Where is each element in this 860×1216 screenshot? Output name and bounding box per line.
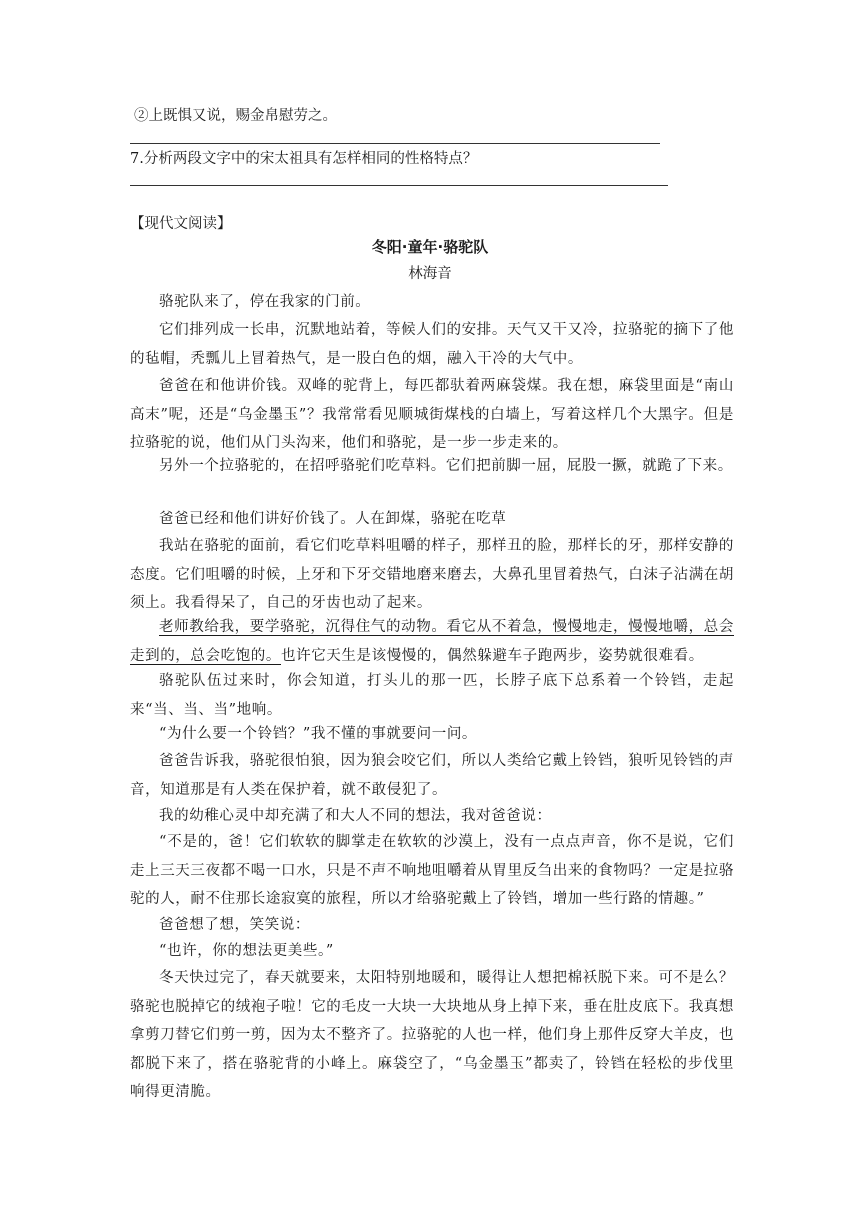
paragraph-10: 爸爸告诉我，骆驼很怕狼，因为狼会咬它们，所以人类给它戴上铃铛，狼听见铃铛的声音，知道那是有人类在保护着，就不敢侵犯了。	[130, 753, 734, 798]
paragraph-15: 冬天快过完了，春天就要来，太阳特别地暖和，暖得让人想把棉袄脱下来。可不是么？骆驼也脱掉它的绒袍子啦！它的毛皮一大块一大块地从身上掉下来，垂在肚皮底下。我真想拿剪刀替它们剪一剪，因为太不整齐了。拉骆驼的人也一样，他们身上那件反穿大羊皮，也都脱下来了，搭在骆驼背的小峰上。麻袋空了，“乌金墨玉”都卖了，铃铛在轻松的步伐里响得更清脆。	[130, 970, 734, 1100]
answer-line-1	[130, 143, 660, 144]
paragraph-11: 我的幼稚心灵中却充满了和大人不同的想法，我对爸爸说：	[159, 808, 552, 824]
paragraph-7-rest: 也许它天生是该慢慢的，偶然躲避车子跑两步，姿势就很难看。	[281, 647, 704, 664]
classical-item-2: ②上既惧又说，赐金帛慰劳之。	[134, 108, 337, 124]
article-title: 冬阳·童年·骆驼队	[371, 238, 489, 256]
paragraph-12: “不是的，爸！它们软软的脚掌走在软软的沙漠上，没有一点点声音，你不是说，它们走上三天三夜都不喝一口水，只是不声不响地咀嚼着从胃里反刍出来的食物吗？一定是拉骆驼的人，耐不住那长途寂寞的旅程，所以才给骆驼戴上了铃铛，增加一些行路的情趣。”	[130, 834, 734, 907]
paragraph-6: 我站在骆驼的面前，看它们吃草料咀嚼的样子，那样丑的脸，那样长的牙，那样安静的态度。它们咀嚼的时候，上牙和下牙交错地磨来磨去，大鼻孔里冒着热气，白沫子沾满在胡须上。我看得呆了，自己的牙齿也动了起来。	[130, 538, 734, 611]
paragraph-2: 它们排列成一长串，沉默地站着，等候人们的安排。天气又干又冷，拉骆驼的摘下了他的毡帽，秃瓢儿上冒着热气，是一股白色的烟，融入干冷的大气中。	[130, 322, 734, 367]
paragraph-13: 爸爸想了想，笑笑说：	[159, 917, 310, 933]
answer-line-2	[130, 185, 668, 186]
article-author: 林海音	[408, 266, 452, 282]
paragraph-4: 另外一个拉骆驼的，在招呼骆驼们吃草料。它们把前脚一屈，屁股一撅，就跪了下来。	[159, 458, 733, 474]
paragraph-8: 骆驼队伍过来时，你会知道，打头儿的那一匹，长脖子底下总系着一个铃铛，走起来“当、当、当”地响。	[130, 673, 734, 718]
paragraph-3: 爸爸在和他讲价钱。双峰的驼背上，每匹都驮着两麻袋煤。我在想，麻袋里面是“南山高末”呢，还是“乌金墨玉”？我常常看见顺城街煤栈的白墙上，写着这样几个大黑字。但是拉骆驼的说，他们从门头沟来，他们和骆驼，是一步一步走来的。	[130, 378, 734, 451]
section-label: 【现代文阅读】	[130, 216, 232, 232]
paragraph-5: 爸爸已经和他们讲好价钱了。人在卸煤，骆驼在吃草	[159, 511, 507, 527]
paragraph-9: “为什么要一个铃铛？”我不懂的事就要问一问。	[159, 726, 478, 742]
underlined-sentence: 老师教给我，要学骆驼，沉得住气的动物。看它从不着急，慢慢地走，慢慢地嚼，总会走到的，总会吃饱的。	[130, 619, 734, 664]
paragraph-1: 骆驼队来了，停在我家的门前。	[159, 294, 371, 310]
paragraph-14: “也许，你的想法更美些。”	[159, 943, 334, 959]
question-7: 7.分析两段文字中的宋太祖具有怎样相同的性格特点？	[130, 151, 478, 167]
paragraph-7	[130, 613, 734, 670]
